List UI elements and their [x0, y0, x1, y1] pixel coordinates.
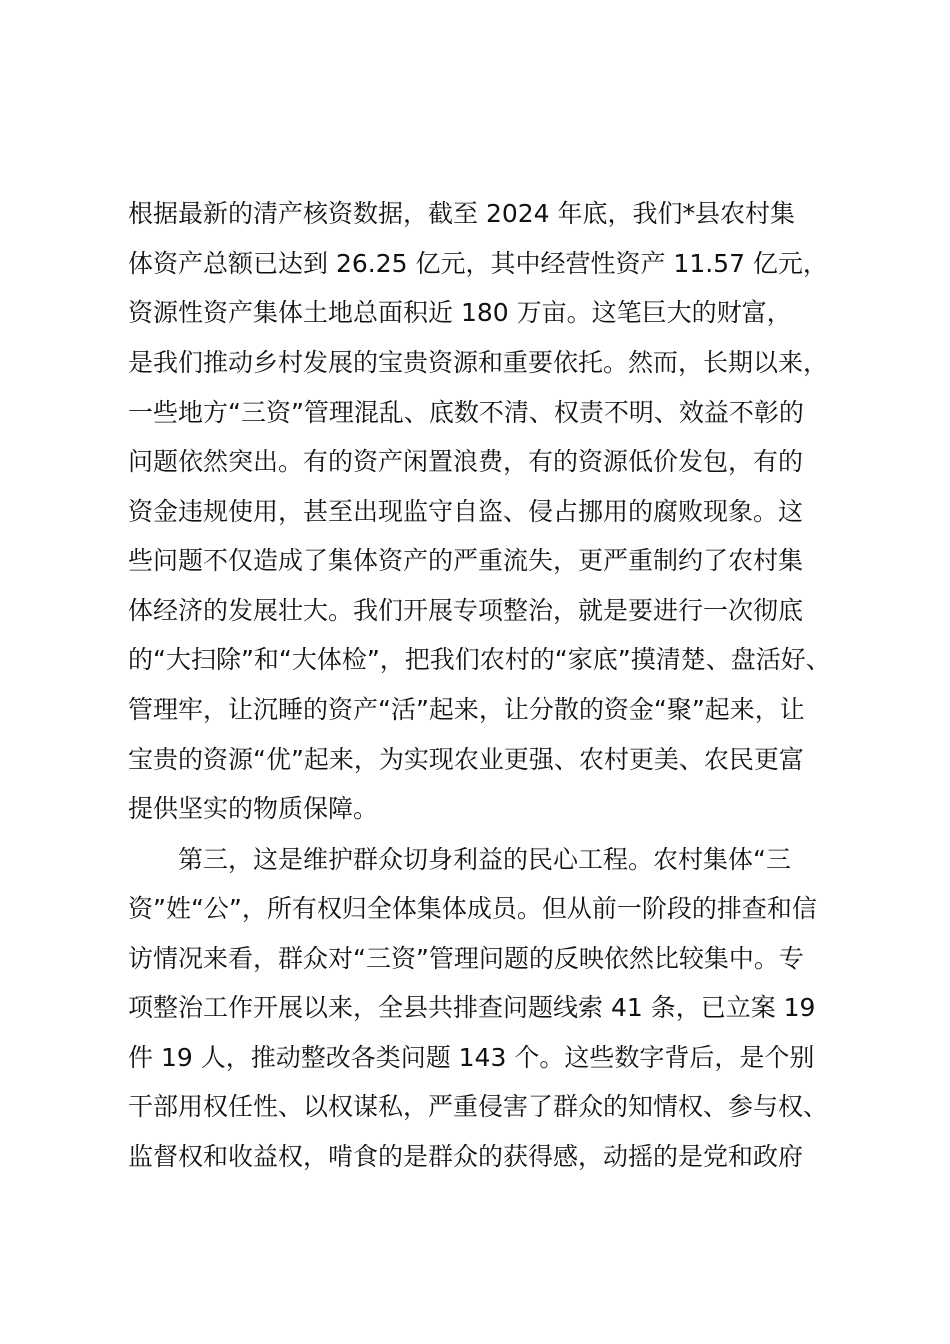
text-line: 资”姓“公”，所有权归全体集体成员。但从前一阶段的排查和信 [128, 894, 817, 923]
text-line: 一些地方“三资”管理混乱、底数不清、权责不明、效益不彰的 [128, 398, 804, 427]
paragraph-start-line: 第三，这是维护群众切身利益的民心工程。农村集体“三 [178, 845, 791, 874]
text-line: 问题依然突出。有的资产闲置浪费，有的资源低价发包，有的 [128, 447, 804, 476]
text-line: 是我们推动乡村发展的宝贵资源和重要依托。然而，长期以来， [128, 348, 829, 377]
text-line: 项整治工作开展以来，全县共排查问题线索 41 条，已立案 19 [128, 993, 816, 1022]
text-line: 管理牢，让沉睡的资产“活”起来，让分散的资金“聚”起来，让 [128, 695, 805, 724]
text-line: 些问题不仅造成了集体资产的严重流失，更严重制约了农村集 [128, 546, 804, 575]
text-line: 宝贵的资源“优”起来，为实现农业更强、农村更美、农民更富 [128, 745, 804, 774]
text-line: 体资产总额已达到 26.25 亿元，其中经营性资产 11.57 亿元， [128, 249, 828, 278]
text-line: 件 19 人，推动整改各类问题 143 个。这些数字背后，是个别 [128, 1043, 815, 1072]
text-line: 访情况来看，群众对“三资”管理问题的反映依然比较集中。专 [128, 944, 804, 973]
text-line: 监督权和收益权，啃食的是群众的获得感，动摇的是党和政府 [128, 1142, 804, 1171]
text-line: 体经济的发展壮大。我们开展专项整治，就是要进行一次彻底 [128, 596, 804, 625]
text-line: 的“大扫除”和“大体检”，把我们农村的“家底”摸清楚、盘活好、 [128, 645, 831, 674]
text-line: 干部用权任性、以权谋私，严重侵害了群众的知情权、参与权、 [128, 1092, 829, 1121]
text-line: 提供坚实的物质保障。 [128, 794, 379, 823]
text-line: 根据最新的清产核资数据，截至 2024 年底，我们*县农村集 [128, 199, 796, 228]
text-line: 资源性资产集体土地总面积近 180 万亩。这笔巨大的财富， [128, 298, 792, 327]
text-line: 资金违规使用，甚至出现监守自盗、侵占挪用的腐败现象。这 [128, 497, 804, 526]
